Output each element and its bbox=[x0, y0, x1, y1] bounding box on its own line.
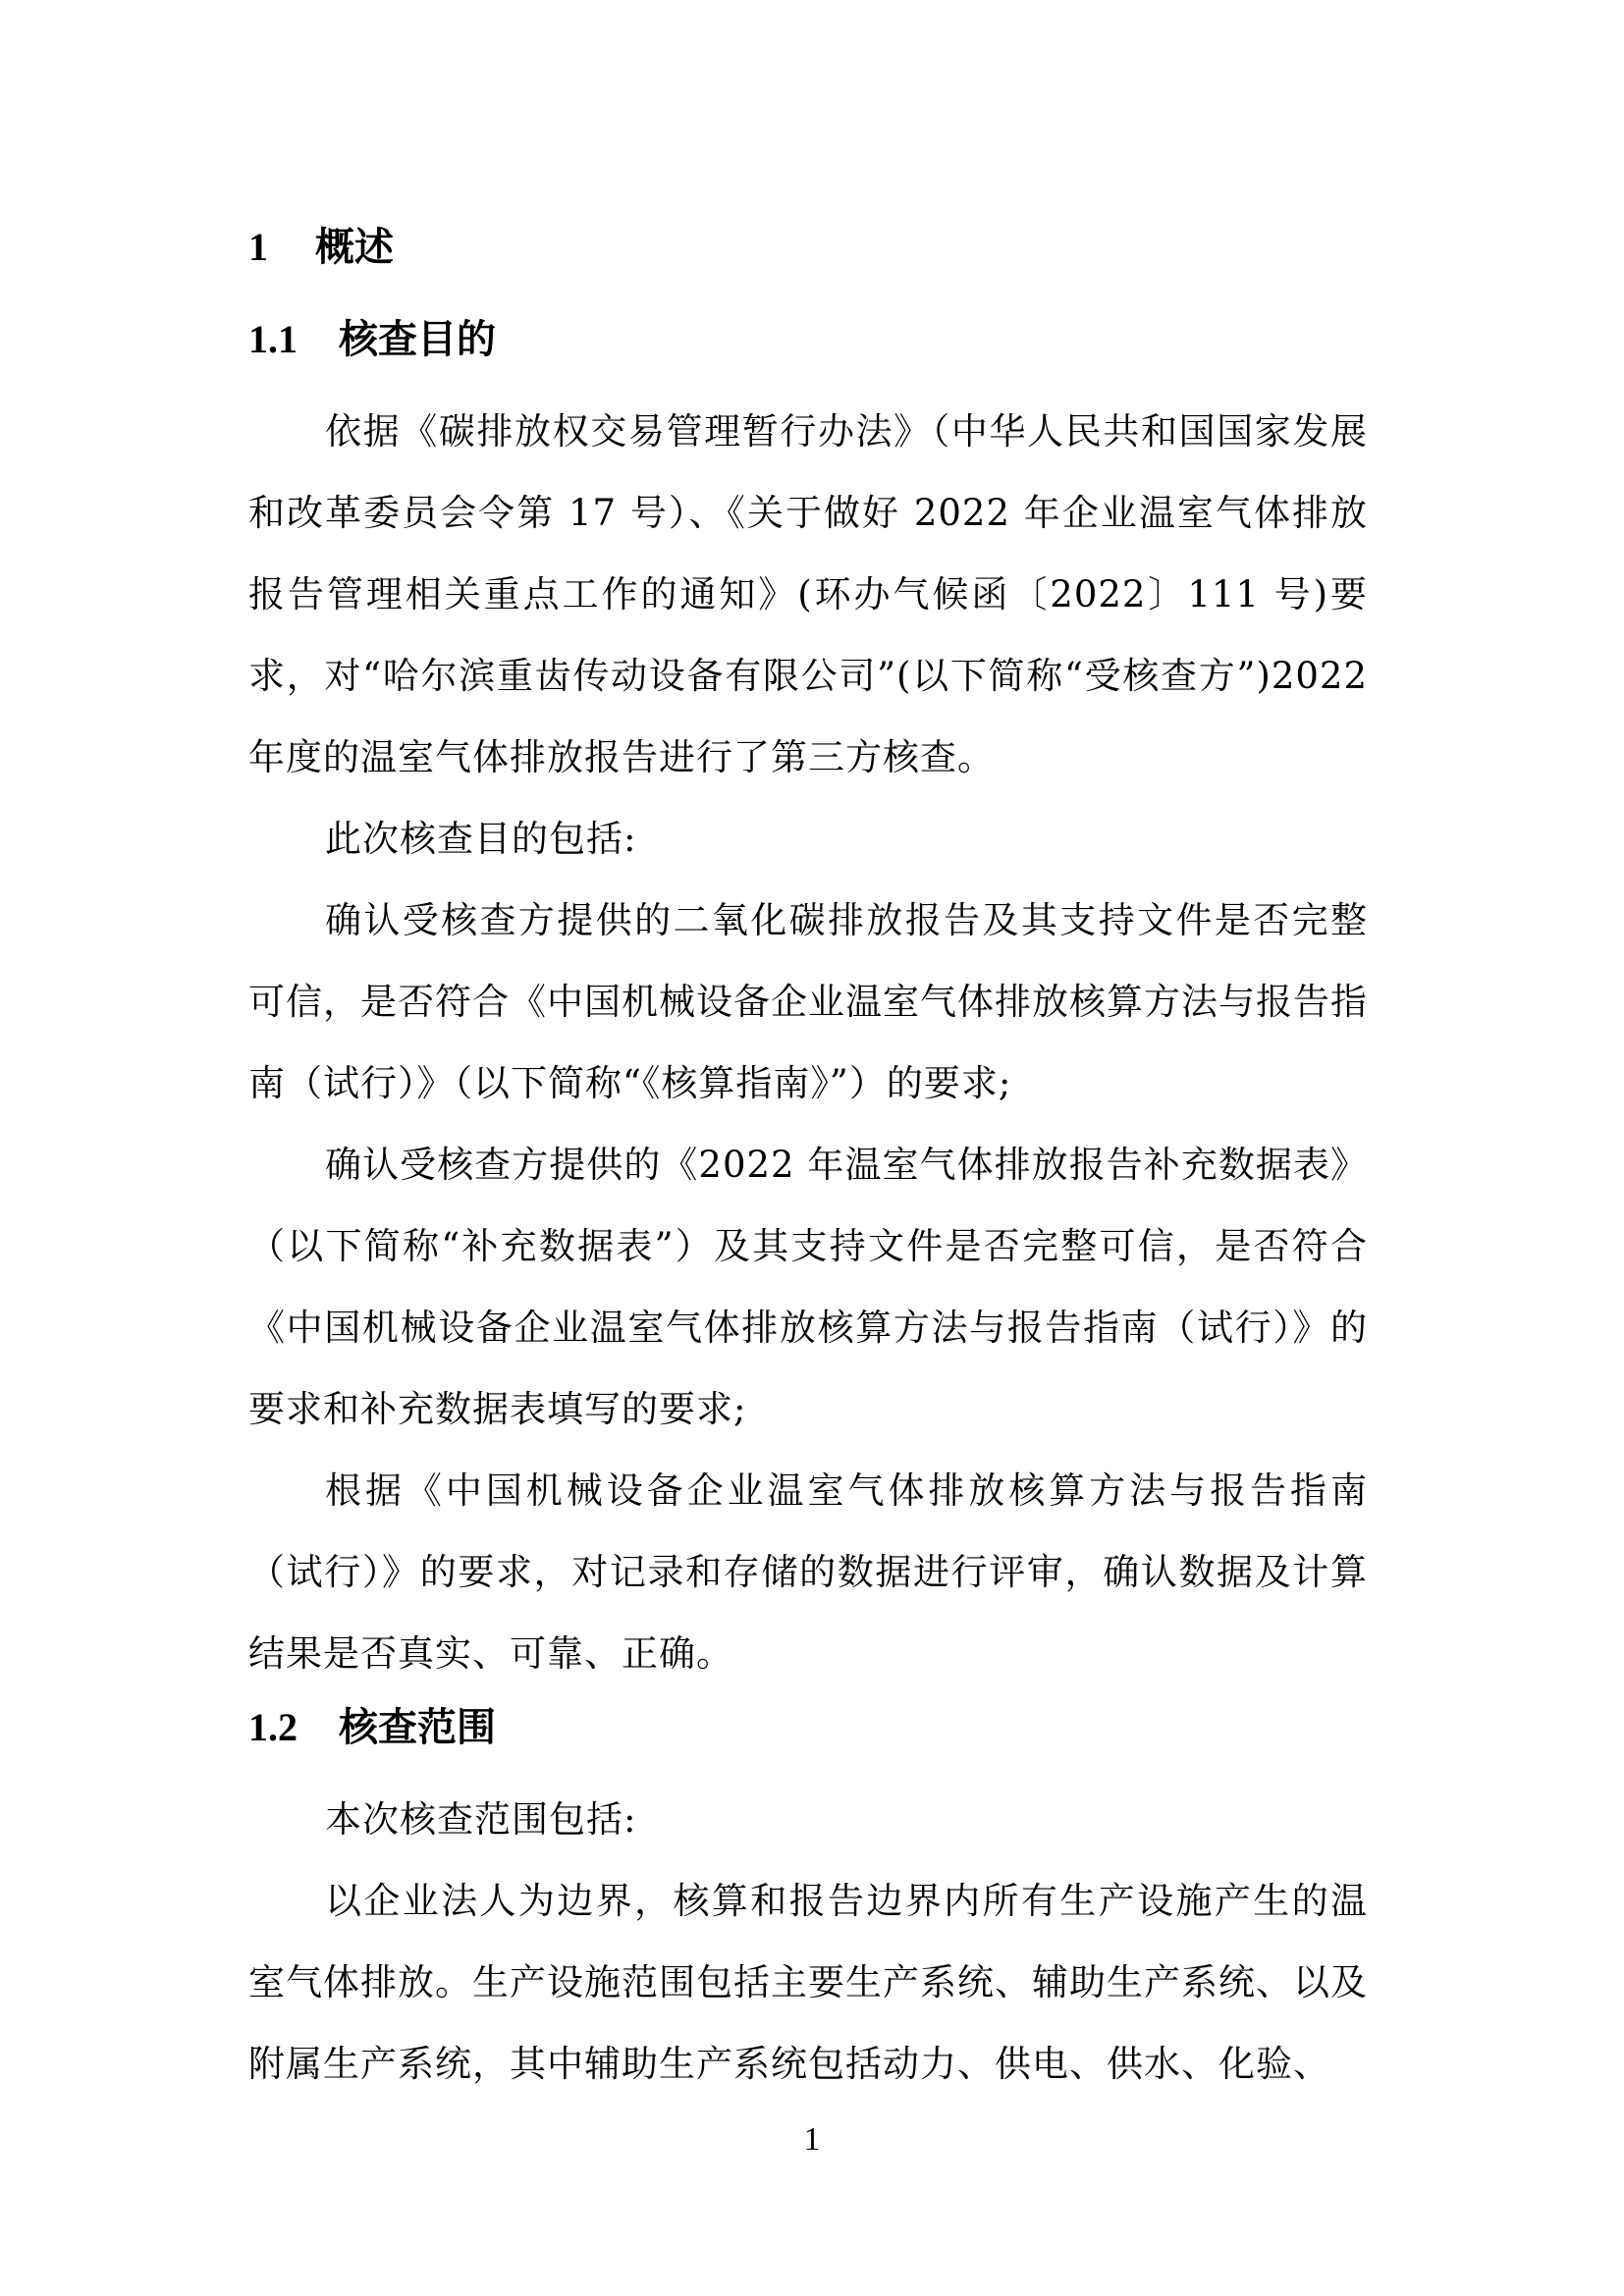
section-1-2-title: 核查范围 bbox=[339, 1704, 496, 1750]
section-1-number: 1 bbox=[248, 225, 268, 269]
paragraph-purpose-data-review: 根据《中国机械设备企业温室气体排放核算方法与报告指南（试行）》的要求，对记录和存储的数据进行评审，确认数据及计算结果是否真实、可靠、正确。 bbox=[248, 1469, 1368, 1675]
paragraph-purpose-report: 确认受核查方提供的二氧化碳排放报告及其支持文件是否完整可信，是否符合《中国机械设备企业温室气体排放核算方法与报告指南（试行）》（以下简称“《核算指南》”）的要求; bbox=[248, 899, 1368, 1104]
section-1-2-heading bbox=[248, 1698, 1368, 1757]
paragraph-scope-intro: 本次核查范围包括: bbox=[325, 1798, 637, 1841]
section-1-title: 概述 bbox=[315, 224, 394, 270]
paragraph-scope-boundary: 以企业法人为边界，核算和报告边界内所有生产设施产生的温室气体排放。生产设施范围包括主要生产系统、辅助生产系统、以及附属生产系统，其中辅助生产系统包括动力、供电、供水、化验、 bbox=[248, 1880, 1368, 2085]
page-number: 1 bbox=[803, 2121, 821, 2158]
paragraph-basis: 依据《碳排放权交易管理暂行办法》（中华人民共和国国家发展和改革委员会令第 17 号）、《关于做好 2022 年企业温室气体排放报告管理相关重点工作的通知》(环办气候函〔2022〕111 号)要求，对“哈尔滨重齿传动设备有限公司”(以下简称“受核查方”)2022 年度的温室气体排放报告进行了第三方核查。 bbox=[248, 410, 1368, 778]
paragraph-purpose-intro: 此次核查目的包括: bbox=[325, 818, 637, 860]
section-1-1-heading bbox=[248, 310, 1368, 369]
section-1-heading bbox=[248, 218, 1368, 277]
section-1-1-title: 核查目的 bbox=[339, 316, 496, 362]
section-1-1-number: 1.1 bbox=[248, 317, 298, 361]
paragraph-purpose-supplement: 确认受核查方提供的《2022 年温室气体排放报告补充数据表》（以下简称“补充数据表”）及其支持文件是否完整可信，是否符合《中国机械设备企业温室气体排放核算方法与报告指南（试行）》的要求和补充数据表填写的要求; bbox=[248, 1144, 1368, 1430]
section-1-2-number: 1.2 bbox=[248, 1705, 298, 1749]
page-content bbox=[248, 218, 1368, 2105]
